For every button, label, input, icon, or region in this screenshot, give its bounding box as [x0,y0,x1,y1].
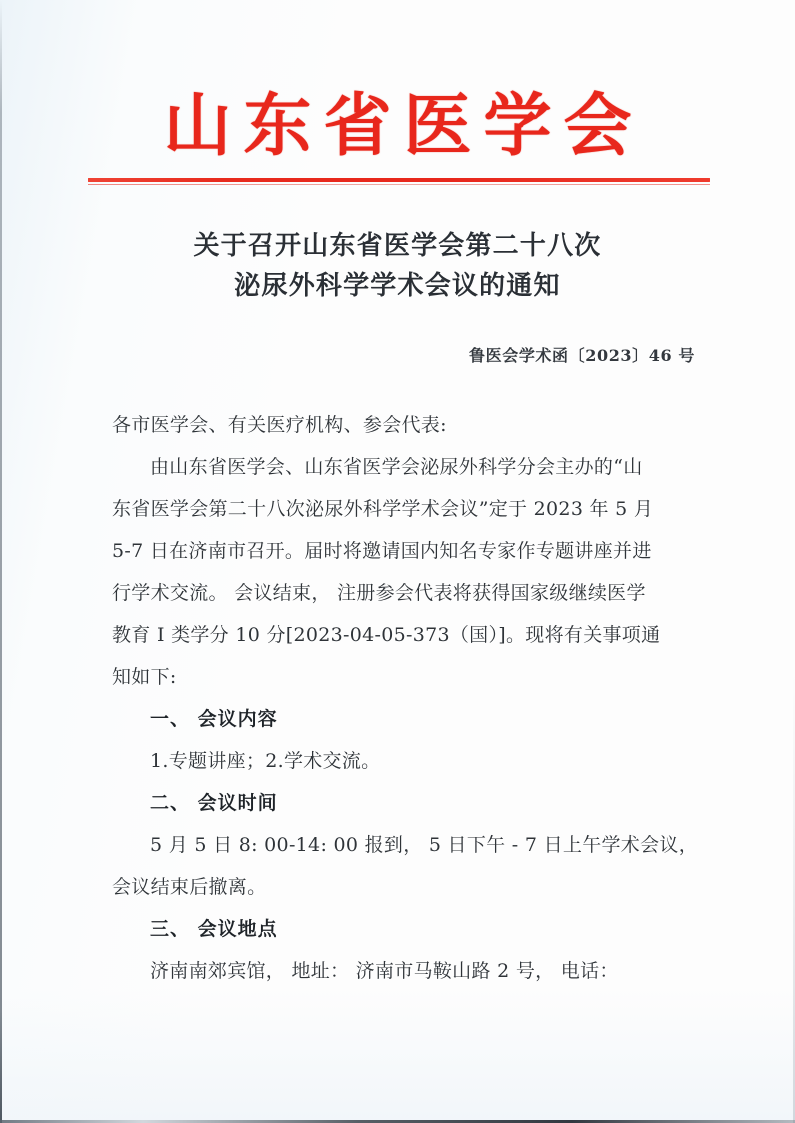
salutation: 各市医学会、有关医疗机构、参会代表: [112,414,447,436]
red-rule-thick [88,178,710,182]
document-title-line-2: 泌尿外科学学术会议的通知 [234,271,561,301]
intro-line-1: 由山东省医学会、山东省医学会泌尿外科学分会主办的“山 [150,456,643,478]
intro-line-6: 知如下: [112,666,177,688]
intro-line-2: 东省医学会第二十八次泌尿外科学学术会议”定于 2023 年 5 月 [112,498,654,520]
masthead [0,84,795,168]
section-1-line-1: 1.专题讲座；2.学术交流。 [150,750,381,772]
section-heading-3: 三、 会议地点 [150,918,278,940]
section-2-line-1: 5 月 5 日 8: 00-14: 00 报到， 5 日下午 - 7 日上午学术会议， [150,834,698,856]
section-3-line-1: 济南南郊宾馆， 地址： 济南市马鞍山路 2 号， 电话： [150,960,619,982]
section-heading-1: 一、 会议内容 [150,708,278,730]
section-2-line-2: 会议结束后撤离。 [112,876,267,898]
scan-edge-left [0,0,2,1123]
intro-line-5: 教育 I 类学分 10 分[2023-04-05-373（国）]。现将有关事项通 [112,624,661,646]
intro-line-4: 行学术交流。 会议结束， 注册参会代表将获得国家级继续医学 [112,582,646,604]
document-title [0,226,795,306]
document-body [112,404,702,992]
red-separator-rule [88,178,710,185]
document-title-line-1: 关于召开山东省医学会第二十八次 [193,231,602,261]
document-number: 鲁医会学术函〔2023〕46 号 [469,346,695,365]
intro-line-3: 5-7 日在济南市召开。届时将邀请国内知名专家作专题讲座并进 [112,540,652,562]
section-heading-2: 二、 会议时间 [150,792,278,814]
organization-masthead-title: 山东省医学会 [163,86,644,166]
red-rule-thin [88,184,710,185]
